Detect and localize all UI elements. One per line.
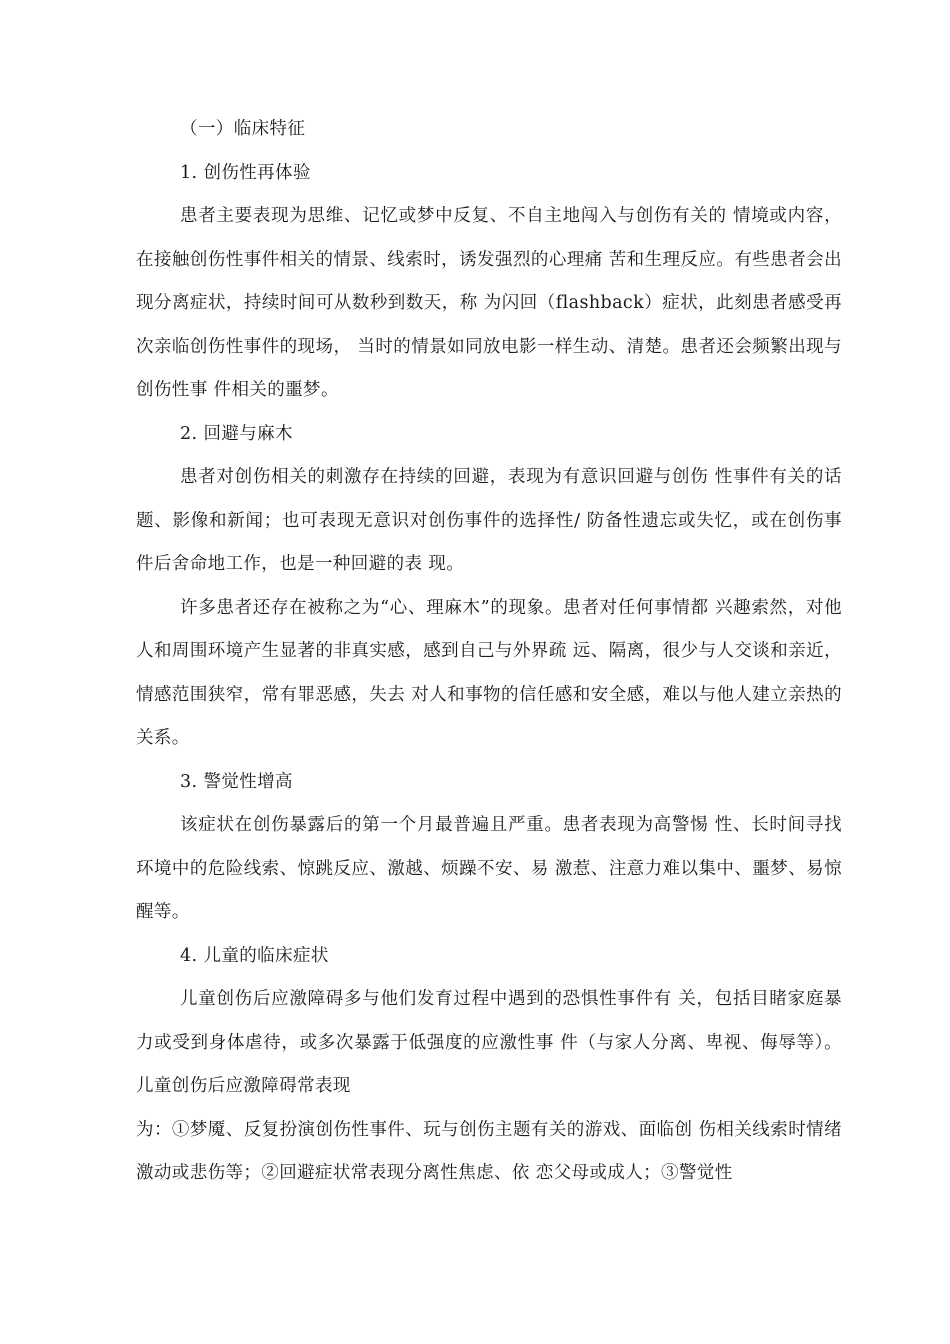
paragraph-children-symptoms: 儿童创伤后应激障碍多与他们发育过程中遇到的恐惧性事件有 关，包括目睹家庭暴力或受到身体虐待，或多次暴露于低强度的应激性事 件（与家人分离、卑视、侮辱等）。儿童创伤后应激障碍常表现 [136, 989, 842, 1096]
paragraph-children-symptoms-continued: 为：①梦魇、反复扮演创伤性事件、玩与创伤主题有关的游戏、面临创 伤相关线索时情绪激动或悲伤等；②回避症状常表现分离性焦虑、依 恋父母或成人；③警觉性 [136, 1119, 842, 1183]
subheading-hyperarousal: 3. 警觉性增高 [180, 771, 293, 792]
subheading-avoidance-numbing: 2. 回避与麻木 [180, 423, 293, 444]
section-title: （一）临床特征 [180, 119, 306, 139]
document-body [136, 108, 842, 1196]
paragraph-avoidance: 患者对创伤相关的刺激存在持续的回避，表现为有意识回避与创伤 性事件有关的话题、影像和新闻；也可表现无意识对创伤事件的选择性/ 防备性遗忘或失忆，或在创伤事件后舍命地工作，也是一种回避的表 现。 [136, 467, 842, 574]
paragraph-hyperarousal: 该症状在创伤暴露后的第一个月最普遍且严重。患者表现为高警惕 性、长时间寻找环境中的危险线索、惊跳反应、激越、烦躁不安、易 激惹、注意力难以集中、噩梦、易惊醒等。 [136, 815, 842, 922]
subheading-reexperiencing: 1. 创伤性再体验 [180, 162, 311, 183]
subheading-children-symptoms: 4. 儿童的临床症状 [180, 945, 329, 966]
paragraph-reexperiencing: 患者主要表现为思维、记忆或梦中反复、不自主地闯入与创伤有关的 情境或内容，在接触创伤性事件相关的情景、线索时，诱发强烈的心理痛 苦和生理反应。有些患者会出现分离症状，持续时间可从数秒到数天，称 为闪回（flashback）症状，此刻患者感受再次亲临创伤性事件的现场， 当时的情景如同放电影一样生动、清楚。患者还会频繁出现与创伤性事 件相关的噩梦。 [136, 206, 842, 400]
paragraph-numbing: 许多患者还存在被称之为“心、理麻木”的现象。患者对任何事情都 兴趣索然，对他人和周围环境产生显著的非真实感，感到自己与外界疏 远、隔离，很少与人交谈和亲近，情感范围狭窄，常有罪恶感，失去 对人和事物的信任感和安全感，难以与他人建立亲热的关系。 [136, 597, 842, 748]
